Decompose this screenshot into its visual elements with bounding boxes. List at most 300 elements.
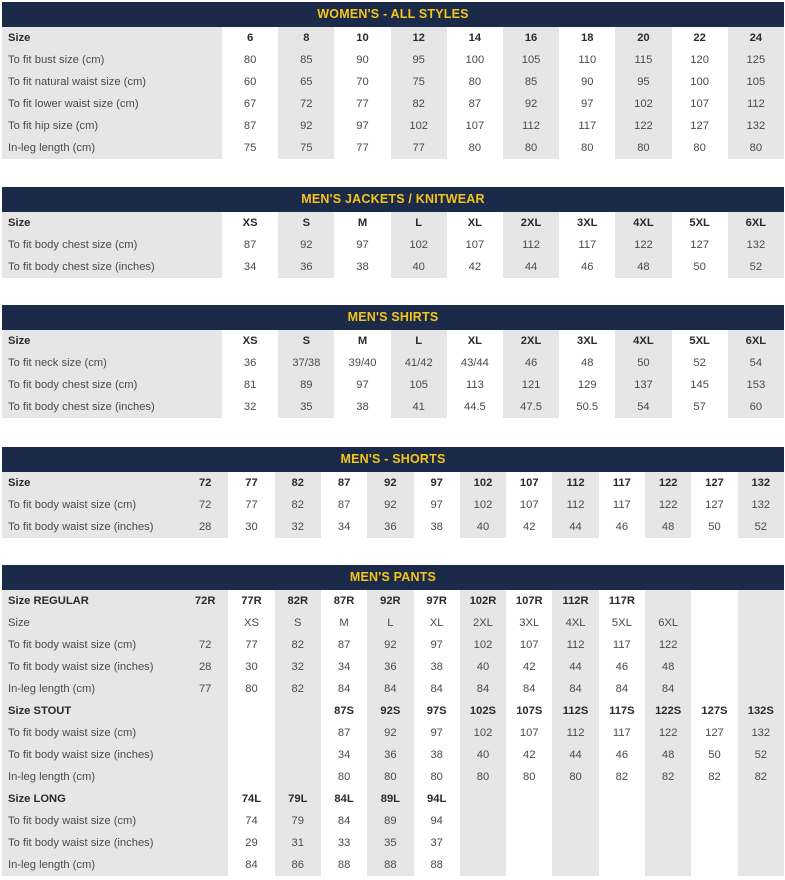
value-cell: 36 bbox=[367, 744, 413, 766]
value-cell: 107 bbox=[519, 499, 539, 511]
size-header-cell: 6 bbox=[247, 32, 254, 44]
value-cell: 84 bbox=[645, 678, 691, 700]
table-row bbox=[2, 700, 784, 722]
value-cell: 89L bbox=[367, 788, 413, 810]
value-cell: 28 bbox=[182, 516, 228, 538]
size-header-cell: 72 bbox=[182, 472, 228, 494]
womens-size-table bbox=[2, 2, 784, 159]
value-cell: 60 bbox=[728, 396, 784, 418]
size-header-cell: 6XL bbox=[728, 330, 784, 352]
value-cell: 125 bbox=[728, 49, 784, 71]
value-cell: 112 bbox=[552, 634, 598, 656]
value-cell: 92 bbox=[278, 234, 334, 256]
jackets-table bbox=[2, 212, 784, 278]
value-cell: 102 bbox=[391, 115, 447, 137]
value-cell bbox=[738, 854, 784, 876]
size-header-cell: 117 bbox=[612, 477, 631, 489]
value-cell: 80 bbox=[523, 771, 536, 783]
value-cell: 112S bbox=[552, 700, 598, 722]
value-cell: 112 bbox=[503, 234, 559, 256]
value-cell: 97 bbox=[430, 499, 443, 511]
value-cell: 80 bbox=[245, 683, 258, 695]
size-header-cell: 3XL bbox=[576, 217, 598, 229]
value-cell bbox=[691, 612, 737, 634]
value-cell: M bbox=[339, 617, 349, 629]
value-cell: 32 bbox=[243, 401, 257, 413]
value-cell: 110 bbox=[578, 54, 597, 66]
value-cell: 80 bbox=[728, 137, 784, 159]
value-cell: 60 bbox=[243, 76, 257, 88]
value-cell: 88 bbox=[430, 859, 443, 871]
header-row bbox=[2, 472, 784, 494]
value-cell bbox=[460, 788, 506, 810]
value-cell: 40 bbox=[460, 656, 506, 678]
value-cell: 41 bbox=[391, 396, 447, 418]
value-cell: 48 bbox=[615, 256, 671, 278]
size-header-cell: 132 bbox=[738, 472, 784, 494]
size-header-cell: 6XL bbox=[728, 212, 784, 234]
row-label: Size LONG bbox=[2, 788, 182, 810]
value-cell: 44 bbox=[552, 744, 598, 766]
size-header-cell: XS bbox=[242, 217, 258, 229]
row-label: To fit body waist size (inches) bbox=[2, 656, 182, 678]
value-cell: 122 bbox=[645, 634, 691, 656]
value-cell: 48 bbox=[581, 357, 594, 369]
header-row bbox=[2, 330, 784, 352]
table-row bbox=[2, 71, 784, 93]
table-row bbox=[2, 137, 784, 159]
row-label: To fit body waist size (cm) bbox=[2, 634, 182, 656]
value-cell: XL bbox=[429, 617, 444, 629]
value-cell: 80 bbox=[503, 137, 559, 159]
row-label: To fit body waist size (cm) bbox=[2, 494, 182, 516]
value-cell: 77 bbox=[245, 499, 258, 511]
row-label: To fit body waist size (cm) bbox=[2, 810, 182, 832]
jackets-section-title: MEN'S JACKETS / KNITWEAR bbox=[2, 187, 784, 212]
size-header-cell: 2XL bbox=[503, 212, 559, 234]
table-row bbox=[2, 634, 784, 656]
value-cell: 84 bbox=[430, 683, 443, 695]
value-cell: 87R bbox=[333, 595, 355, 607]
value-cell bbox=[506, 788, 552, 810]
value-cell bbox=[275, 766, 321, 788]
value-cell: 117S bbox=[609, 705, 635, 717]
value-cell bbox=[552, 788, 598, 810]
size-header-cell: 82 bbox=[275, 472, 321, 494]
value-cell: 117 bbox=[578, 120, 597, 132]
value-cell bbox=[691, 810, 737, 832]
value-cell bbox=[228, 744, 274, 766]
value-cell: 122 bbox=[615, 234, 671, 256]
value-cell: 77 bbox=[356, 98, 369, 110]
value-cell: 117R bbox=[608, 595, 635, 607]
value-cell: 107 bbox=[465, 239, 485, 251]
size-header-cell: 2XL bbox=[503, 330, 559, 352]
value-cell: 86 bbox=[275, 854, 321, 876]
size-header-cell: 77 bbox=[245, 477, 258, 489]
row-label: To fit body waist size (inches) bbox=[2, 744, 182, 766]
value-cell: 92 bbox=[503, 93, 559, 115]
value-cell: 112 bbox=[728, 93, 784, 115]
size-header-cell: XS bbox=[242, 335, 258, 347]
value-cell: 34 bbox=[337, 521, 351, 533]
value-cell bbox=[599, 788, 645, 810]
value-cell: 48 bbox=[645, 744, 691, 766]
value-cell: 145 bbox=[690, 379, 709, 391]
value-cell bbox=[182, 744, 228, 766]
value-cell: 36 bbox=[243, 357, 257, 369]
row-label: In-leg length (cm) bbox=[2, 137, 222, 159]
table-row bbox=[2, 374, 784, 396]
value-cell: 77 bbox=[356, 142, 369, 154]
value-cell: 132 bbox=[728, 115, 784, 137]
row-label: To fit neck size (cm) bbox=[2, 352, 222, 374]
value-cell: 72 bbox=[182, 634, 228, 656]
value-cell: 97 bbox=[581, 98, 594, 110]
value-cell: 117 bbox=[578, 239, 597, 251]
table-row bbox=[2, 722, 784, 744]
row-label: Size STOUT bbox=[2, 700, 182, 722]
value-cell: 112 bbox=[552, 494, 598, 516]
value-cell: 80 bbox=[243, 54, 257, 66]
value-cell: 46 bbox=[615, 749, 629, 761]
size-header-cell: M bbox=[357, 217, 368, 229]
value-cell bbox=[645, 810, 691, 832]
table-row bbox=[2, 396, 784, 418]
size-header-cell: 3XL bbox=[576, 335, 598, 347]
womens-section-title: WOMEN'S - ALL STYLES bbox=[2, 2, 784, 27]
value-cell: 102 bbox=[460, 722, 506, 744]
value-cell bbox=[645, 854, 691, 876]
value-cell: 74L bbox=[241, 793, 262, 805]
table-row bbox=[2, 494, 784, 516]
value-cell: 132 bbox=[728, 234, 784, 256]
value-cell bbox=[691, 832, 737, 854]
value-cell: 80 bbox=[693, 142, 706, 154]
size-header-cell: 18 bbox=[581, 32, 594, 44]
value-cell: 87 bbox=[243, 239, 257, 251]
value-cell: 82 bbox=[615, 771, 629, 783]
value-cell: 107 bbox=[519, 727, 539, 739]
value-cell: 87S bbox=[334, 705, 355, 717]
value-cell: 44.5 bbox=[463, 401, 486, 413]
shorts-table bbox=[2, 472, 784, 538]
value-cell: 80 bbox=[468, 142, 482, 154]
shirts-section-title: MEN'S SHIRTS bbox=[2, 305, 784, 330]
value-cell: 34 bbox=[243, 261, 257, 273]
table-row bbox=[2, 656, 784, 678]
value-cell bbox=[599, 832, 645, 854]
value-cell: 87 bbox=[337, 499, 351, 511]
value-cell bbox=[738, 612, 784, 634]
value-cell: 127S bbox=[701, 705, 728, 717]
value-cell: 84 bbox=[523, 683, 536, 695]
value-cell: 75 bbox=[278, 137, 334, 159]
value-cell: 82 bbox=[708, 771, 721, 783]
value-cell: 92 bbox=[367, 494, 413, 516]
value-cell: 127 bbox=[690, 239, 709, 251]
value-cell: 32 bbox=[275, 656, 321, 678]
row-label: To fit lower waist size (cm) bbox=[2, 93, 222, 115]
size-header-cell: 20 bbox=[615, 27, 671, 49]
table-row bbox=[2, 766, 784, 788]
value-cell: 41/42 bbox=[391, 352, 447, 374]
size-header-cell: L bbox=[391, 330, 447, 352]
value-cell: 75 bbox=[243, 142, 257, 154]
value-cell bbox=[552, 832, 598, 854]
value-cell: 46 bbox=[581, 261, 594, 273]
size-header-cell: L bbox=[391, 212, 447, 234]
value-cell: 112 bbox=[552, 722, 598, 744]
value-cell: 37 bbox=[430, 837, 443, 849]
value-cell: 35 bbox=[367, 832, 413, 854]
value-cell: 52 bbox=[728, 256, 784, 278]
value-cell: 122 bbox=[645, 722, 691, 744]
value-cell: 102 bbox=[460, 494, 506, 516]
value-cell: 107S bbox=[516, 705, 543, 717]
value-cell: L bbox=[367, 612, 413, 634]
value-cell: 70 bbox=[356, 76, 369, 88]
value-cell: 5XL bbox=[611, 617, 632, 629]
header-row bbox=[2, 27, 784, 49]
value-cell: 44 bbox=[552, 516, 598, 538]
value-cell: 107 bbox=[519, 639, 539, 651]
value-cell bbox=[182, 788, 228, 810]
value-cell: 113 bbox=[465, 379, 484, 391]
value-cell: 44 bbox=[552, 656, 598, 678]
size-header-cell: XL bbox=[467, 335, 483, 347]
value-cell: 105 bbox=[503, 49, 559, 71]
value-cell bbox=[691, 656, 737, 678]
value-cell: 82 bbox=[275, 678, 321, 700]
value-cell: 102S bbox=[460, 700, 506, 722]
value-cell: 95 bbox=[391, 49, 447, 71]
value-cell: 115 bbox=[615, 49, 671, 71]
value-cell: 84 bbox=[552, 678, 598, 700]
value-cell: 129 bbox=[577, 379, 597, 391]
value-cell: 89 bbox=[278, 374, 334, 396]
value-cell bbox=[738, 788, 784, 810]
value-cell: 107 bbox=[690, 98, 709, 110]
table-row bbox=[2, 352, 784, 374]
value-cell: 85 bbox=[503, 71, 559, 93]
value-cell: 54 bbox=[615, 396, 671, 418]
value-cell bbox=[460, 810, 506, 832]
value-cell bbox=[738, 634, 784, 656]
value-cell: 43/44 bbox=[460, 357, 489, 369]
value-cell: 100 bbox=[465, 54, 485, 66]
value-cell: 35 bbox=[278, 396, 334, 418]
row-label: To fit body chest size (inches) bbox=[2, 396, 222, 418]
value-cell: 105 bbox=[728, 71, 784, 93]
value-cell: 32 bbox=[275, 516, 321, 538]
value-cell: 50 bbox=[708, 521, 721, 533]
value-cell bbox=[552, 810, 598, 832]
value-cell: 84 bbox=[367, 678, 413, 700]
value-cell: 31 bbox=[275, 832, 321, 854]
value-cell: 82 bbox=[738, 766, 784, 788]
value-cell: 92 bbox=[278, 115, 334, 137]
value-cell bbox=[738, 590, 784, 612]
value-cell bbox=[182, 832, 228, 854]
value-cell: 107R bbox=[515, 595, 543, 607]
value-cell: 132 bbox=[738, 722, 784, 744]
value-cell: 88 bbox=[337, 859, 351, 871]
value-cell: 80 bbox=[337, 771, 351, 783]
value-cell: 38 bbox=[356, 401, 369, 413]
value-cell: 72 bbox=[278, 93, 334, 115]
value-cell: 82 bbox=[391, 93, 447, 115]
value-cell: 87 bbox=[243, 120, 257, 132]
value-cell: S bbox=[275, 612, 321, 634]
value-cell: 50 bbox=[693, 261, 706, 273]
header-row bbox=[2, 212, 784, 234]
value-cell bbox=[691, 634, 737, 656]
value-cell: 72R bbox=[182, 590, 228, 612]
value-cell: 77 bbox=[182, 678, 228, 700]
value-cell: 97S bbox=[426, 705, 447, 717]
value-cell bbox=[691, 678, 737, 700]
value-cell bbox=[182, 612, 228, 634]
value-cell: 85 bbox=[278, 49, 334, 71]
value-cell bbox=[460, 832, 506, 854]
value-cell: 39/40 bbox=[348, 357, 377, 369]
value-cell: 50 bbox=[708, 749, 721, 761]
value-cell bbox=[182, 700, 228, 722]
value-cell: 33 bbox=[337, 837, 351, 849]
value-cell: XS bbox=[244, 617, 259, 629]
size-header-cell: 4XL bbox=[615, 212, 671, 234]
value-cell: 50 bbox=[615, 352, 671, 374]
value-cell: 40 bbox=[460, 516, 506, 538]
value-cell: 88 bbox=[367, 854, 413, 876]
size-header-cell: S bbox=[278, 212, 334, 234]
value-cell: 34 bbox=[337, 661, 351, 673]
row-label: Size bbox=[2, 472, 182, 494]
value-cell: 77R bbox=[241, 595, 262, 607]
row-label: Size REGULAR bbox=[2, 590, 182, 612]
value-cell: 102 bbox=[615, 93, 671, 115]
value-cell: 38 bbox=[356, 261, 369, 273]
value-cell: 89 bbox=[367, 810, 413, 832]
value-cell bbox=[738, 810, 784, 832]
pants-size-table bbox=[2, 565, 784, 876]
value-cell: 97 bbox=[356, 120, 369, 132]
value-cell: 80 bbox=[460, 766, 506, 788]
size-header-cell: 4XL bbox=[615, 330, 671, 352]
value-cell: 38 bbox=[430, 749, 443, 761]
value-cell: 127 bbox=[705, 499, 724, 511]
value-cell: 79 bbox=[275, 810, 321, 832]
value-cell: 90 bbox=[581, 76, 594, 88]
value-cell: 52 bbox=[693, 357, 706, 369]
value-cell: 40 bbox=[460, 744, 506, 766]
table-row bbox=[2, 832, 784, 854]
value-cell bbox=[645, 590, 691, 612]
value-cell: 72 bbox=[182, 494, 228, 516]
value-cell: 80 bbox=[615, 137, 671, 159]
size-header-cell: 8 bbox=[278, 27, 334, 49]
row-label: Size bbox=[2, 27, 222, 49]
value-cell: 79L bbox=[275, 788, 321, 810]
value-cell: 112R bbox=[552, 590, 598, 612]
value-cell: 117 bbox=[612, 727, 631, 739]
value-cell: 94L bbox=[427, 793, 447, 805]
value-cell: 80 bbox=[552, 766, 598, 788]
value-cell: 87 bbox=[468, 98, 482, 110]
row-label: To fit body chest size (inches) bbox=[2, 256, 222, 278]
size-header-cell: 24 bbox=[728, 27, 784, 49]
value-cell: 100 bbox=[690, 76, 709, 88]
value-cell: 137 bbox=[615, 374, 671, 396]
value-cell: 84 bbox=[460, 678, 506, 700]
value-cell: 97 bbox=[430, 639, 443, 651]
value-cell bbox=[738, 678, 784, 700]
size-header-cell: 10 bbox=[356, 32, 369, 44]
value-cell: 3XL bbox=[519, 617, 540, 629]
value-cell: 132 bbox=[738, 494, 784, 516]
table-row bbox=[2, 810, 784, 832]
value-cell: 47.5 bbox=[503, 396, 559, 418]
value-cell: 122 bbox=[615, 115, 671, 137]
table-row bbox=[2, 234, 784, 256]
row-label: To fit body waist size (inches) bbox=[2, 832, 182, 854]
value-cell: 92 bbox=[367, 722, 413, 744]
value-cell: 48 bbox=[645, 656, 691, 678]
value-cell: 36 bbox=[278, 256, 334, 278]
size-header-cell: 87 bbox=[337, 477, 351, 489]
value-cell: 107 bbox=[465, 120, 485, 132]
value-cell: 102 bbox=[460, 634, 506, 656]
size-header-cell: 12 bbox=[391, 27, 447, 49]
value-cell bbox=[182, 854, 228, 876]
shorts-section-title: MEN'S - SHORTS bbox=[2, 447, 784, 472]
value-cell bbox=[182, 810, 228, 832]
value-cell: 48 bbox=[645, 516, 691, 538]
value-cell: 30 bbox=[245, 661, 258, 673]
value-cell bbox=[645, 832, 691, 854]
size-header-cell: 14 bbox=[468, 32, 482, 44]
table-row bbox=[2, 516, 784, 538]
value-cell: 122 bbox=[645, 494, 691, 516]
value-cell bbox=[275, 744, 321, 766]
row-label: In-leg length (cm) bbox=[2, 678, 182, 700]
size-header-cell: 102 bbox=[460, 472, 506, 494]
value-cell: 67 bbox=[243, 98, 257, 110]
value-cell: 87 bbox=[337, 639, 351, 651]
row-label: In-leg length (cm) bbox=[2, 854, 182, 876]
value-cell: 80 bbox=[367, 766, 413, 788]
value-cell: 84 bbox=[245, 859, 258, 871]
value-cell: 37/38 bbox=[278, 352, 334, 374]
value-cell: 80 bbox=[468, 76, 482, 88]
value-cell: 42 bbox=[523, 521, 536, 533]
womens-table bbox=[2, 27, 784, 159]
row-label: In-leg length (cm) bbox=[2, 766, 182, 788]
value-cell: 50.5 bbox=[576, 401, 599, 413]
value-cell: 82 bbox=[645, 766, 691, 788]
row-label: To fit bust size (cm) bbox=[2, 49, 222, 71]
value-cell: 80 bbox=[581, 142, 594, 154]
value-cell: 112 bbox=[503, 115, 559, 137]
size-header-cell: 16 bbox=[503, 27, 559, 49]
value-cell: 38 bbox=[430, 521, 443, 533]
value-cell: 105 bbox=[391, 374, 447, 396]
value-cell bbox=[552, 854, 598, 876]
value-cell: 2XL bbox=[460, 612, 506, 634]
value-cell: 82 bbox=[275, 634, 321, 656]
value-cell: 42 bbox=[468, 261, 482, 273]
